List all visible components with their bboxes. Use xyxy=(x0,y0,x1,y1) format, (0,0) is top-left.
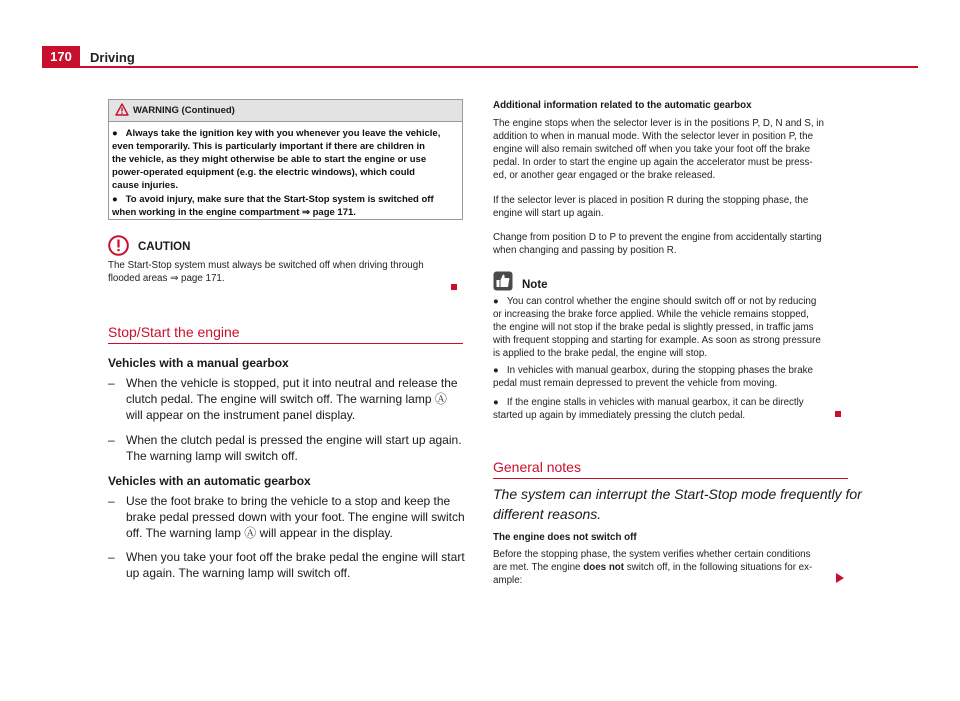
manual-item-1: – When the vehicle is stopped, put it into neutral and release the clutch pedal. The engine will switch off. The warning lamp Ⓐ will appear on the instrument panel display. xyxy=(108,376,458,422)
warning-bullet-2: ● To avoid injury, make sure that the Start-Stop system is switched off when working in the engine compartment ⇒ page 171. xyxy=(112,194,434,218)
warning-title: WARNING (Continued) xyxy=(133,105,235,116)
manual-item-2: – When the clutch pedal is pressed the engine will start up again. The warning lamp will switch off. xyxy=(108,433,462,463)
note-title: Note xyxy=(522,279,548,291)
engine-no-switch-off-heading: The engine does not switch off xyxy=(493,532,637,543)
automatic-info-para-1: The engine stops when the selector lever is in the positions P, D, N and S, in addition to when in manual mode. With the selector lever in position P, the engine will also remain switched off when you take your foot off the brake pedal. In order to start the engine up again the accelerator must be press- ed, or another gear engaged or the brake released. xyxy=(493,118,824,181)
page-number: 170 xyxy=(42,46,80,68)
caution-title: CAUTION xyxy=(138,241,191,253)
warning-box xyxy=(108,99,463,220)
section-title: Driving xyxy=(90,50,135,65)
auto-item-1: – Use the foot brake to bring the vehicle to a stop and keep the brake pedal pressed down with your foot. The engine will switch off. The warning lamp Ⓐ will appear in the display. xyxy=(108,494,465,540)
warning-triangle-icon xyxy=(115,103,129,116)
general-heading: General notes xyxy=(493,459,581,475)
automatic-info-heading: Additional information related to the automatic gearbox xyxy=(493,100,752,111)
auto-heading: Vehicles with an automatic gearbox xyxy=(108,474,311,488)
warning-bullet-1: ● Always take the ignition key with you whenever you leave the vehicle, even temporarily. This is particularly important if there are children in the vehicle, as they might otherwise be able to start the engine or use power-operated equipment (e.g. the electric windows), which could cause injuries. xyxy=(112,128,441,191)
warning-header xyxy=(109,100,462,122)
heading-rule xyxy=(493,478,848,479)
caution-icon xyxy=(108,235,129,256)
note-icon xyxy=(493,271,513,291)
note-bullet-2: ● In vehicles with manual gearbox, during the stopping phases the brake pedal must remain depressed to prevent the vehicle from moving. xyxy=(493,365,813,389)
manual-heading: Vehicles with a manual gearbox xyxy=(108,356,289,370)
stopstart-heading: Stop/Start the engine xyxy=(108,324,240,340)
heading-rule xyxy=(108,343,463,344)
end-marker xyxy=(835,411,841,417)
engine-no-switch-off-para: Before the stopping phase, the system verifies whether certain conditions are met. The engine does not switch off, in the following situations for ex- ample: xyxy=(493,549,813,586)
automatic-info-para-2: If the selector lever is placed in position R during the stopping phase, the engine will start up again. xyxy=(493,195,809,219)
note-bullet-3: ● If the engine stalls in vehicles with manual gearbox, it can be directly started up again by immediately pressing the clutch pedal. xyxy=(493,397,804,421)
note-bullet-1: ● You can control whether the engine should switch off or not by reducing or increasing the brake force applied. While the vehicle remains stopped, the engine will not stop if the brake pedal is slightly pressed, in traffic jams with frequent stopping and starting for example. As soon as strong pressure is applied to the brake pedal, the engine will stop. xyxy=(493,296,821,359)
end-marker xyxy=(451,284,457,290)
header-rule xyxy=(42,66,918,68)
auto-item-2: – When you take your foot off the brake pedal the engine will start up again. The warning lamp will switch off. xyxy=(108,550,465,580)
general-intro: The system can interrupt the Start-Stop mode frequently for different reasons. xyxy=(493,486,862,522)
caution-text: The Start-Stop system must always be switched off when driving through flooded areas ⇒ page 171. xyxy=(108,260,424,284)
continue-arrow-icon xyxy=(836,573,844,583)
automatic-info-para-3: Change from position D to P to prevent the engine from accidentally starting when changing and passing by position R. xyxy=(493,232,822,256)
